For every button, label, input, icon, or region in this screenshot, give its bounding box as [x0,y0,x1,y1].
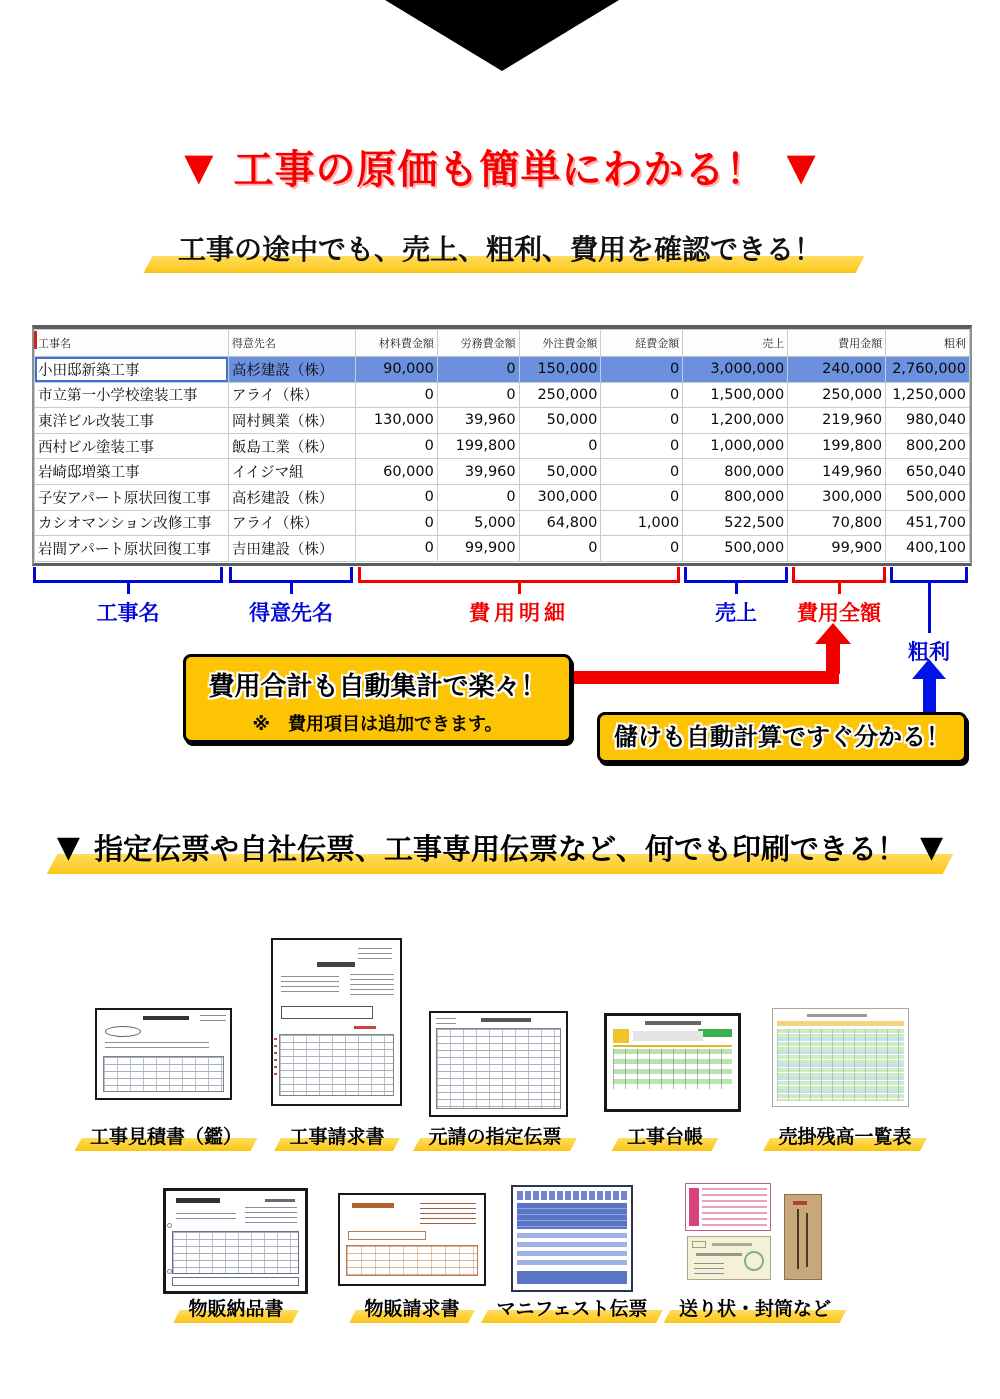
doc-decoration [797,1209,799,1269]
table-cell: 149,960 [788,459,886,485]
table-cell: 130,000 [356,408,438,434]
doc-label-text: 工事請求書 [289,1126,385,1148]
table-row [35,536,970,562]
doc-decoration [793,1201,807,1205]
doc-decoration [517,1233,627,1268]
doc-decoration [200,1015,226,1025]
table-cell: 西村ビル塗装工事 [35,433,229,459]
table-cell: 70,800 [788,510,886,536]
table-row [35,510,970,536]
callout-text: 費用合計も自動集計で楽々！ [208,672,547,702]
bracket-stem [838,580,841,594]
doc-decoration [354,1026,376,1029]
table-cell: 0 [519,433,601,459]
table-cell: 0 [356,433,438,459]
doc-decoration [698,1029,732,1037]
cost-table [34,329,970,562]
doc-label-ledger [627,1122,703,1149]
doc-decoration [105,1026,141,1037]
callout-text: 儲けも自動計算ですぐ分かる！ [614,723,950,751]
doc-thumbnail-receivables[interactable] [772,1008,909,1107]
doc-decoration [694,1263,724,1275]
subtitle-text: 工事の途中でも、売上、粗利、費用を確認できる！ [177,233,822,266]
table-cell: 39,960 [437,459,519,485]
doc-label-text: 工事台帳 [626,1126,704,1148]
doc-decoration [807,1014,867,1017]
table-row [35,357,970,383]
table-cell: 小田邸新築工事 [35,357,229,383]
table-cell: 99,900 [788,536,886,562]
doc-decoration [317,962,355,967]
doc-label-invoice [289,1122,384,1149]
doc-decoration [420,1203,476,1225]
table-cell: 522,500 [683,510,788,536]
table-cell: 市立第一小学校塗装工事 [35,382,229,408]
doc-decoration [358,948,392,962]
table-cell: 岩崎邸増築工事 [35,459,229,485]
table-row [35,408,970,434]
doc-decoration [436,1028,561,1109]
doc-thumbnail-sales-invoice[interactable] [338,1193,486,1286]
table-cell: 64,800 [519,510,601,536]
doc-decoration [172,1277,299,1286]
table-cell: 250,000 [519,382,601,408]
scroll-down-arrow-icon [385,0,619,71]
doc-decoration [777,1029,904,1101]
table-cell: 2,760,000 [886,357,970,383]
table-cell: 岡村興業（株） [228,408,355,434]
column-header: 費用金額 [788,330,886,357]
doc-decoration [143,1016,189,1020]
table-cell: 800,000 [683,484,788,510]
table-cell: 高杉建設（株） [228,357,355,383]
doc-thumbnail-ledger[interactable] [604,1013,741,1112]
table-cell: 1,200,000 [683,408,788,434]
table-cell: 1,000 [601,510,683,536]
doc-decoration [613,1045,732,1047]
doc-label-text: 売掛残高一覧表 [778,1126,912,1148]
annotation-bracket-cost-detail [358,567,680,625]
column-header: 粗利 [886,330,970,357]
annotation-bracket-customer-name [229,567,353,625]
table-cell: 60,000 [356,459,438,485]
doc-decoration [245,1207,297,1225]
table-cell: 1,250,000 [886,382,970,408]
table-cell: 0 [356,510,438,536]
bracket-label: 得意先名 [249,601,333,625]
table-cell: 吉田建設（株） [228,536,355,562]
cost-table-screenshot [32,325,972,566]
doc-decoration [167,1269,172,1274]
doc-label-sales-invoice [364,1294,459,1321]
table-cell: 0 [601,357,683,383]
table-cell: 0 [437,484,519,510]
callout-auto-profit [597,712,967,763]
table-cell: 0 [601,459,683,485]
table-cell: 300,000 [788,484,886,510]
table-cell: 0 [356,382,438,408]
table-cell: 980,040 [886,408,970,434]
doc-decoration [281,976,339,996]
doc-label-contractor-slip [428,1122,561,1149]
doc-decoration [172,1231,299,1274]
doc-label-text: 物販請求書 [364,1298,460,1320]
table-cell: 0 [519,536,601,562]
section2-heading-text: 指定伝票や自社伝票、工事専用伝票など、何でも印刷できる！ [93,832,906,866]
table-cell: 240,000 [788,357,886,383]
table-cell: 150,000 [519,357,601,383]
bracket-stem [928,580,931,633]
column-header: 労務費金額 [437,330,519,357]
table-cell: 39,960 [437,408,519,434]
table-cell: 1,000,000 [683,433,788,459]
doc-decoration [696,1253,742,1256]
annotation-bracket-project-name [33,567,223,625]
callout-auto-cost-total [183,654,572,743]
column-header: 材料費金額 [356,330,438,357]
table-cell: 0 [356,484,438,510]
doc-decoration [436,1018,456,1026]
table-cell: 99,900 [437,536,519,562]
doc-decoration [350,974,394,998]
section2-heading [0,827,1000,868]
doc-label-estimate [90,1122,242,1149]
table-cell: 岩間アパート原状回復工事 [35,536,229,562]
doc-decoration [806,1213,808,1267]
callout-note: ※ 費用項目は追加できます。 [252,714,503,735]
table-cell: 650,040 [886,459,970,485]
doc-decoration [279,1034,394,1096]
doc-decoration [645,1021,701,1025]
table-cell: 199,800 [788,433,886,459]
table-cell: 高杉建設（株） [228,484,355,510]
table-cell: 199,800 [437,433,519,459]
doc-decoration [777,1021,904,1026]
doc-decoration [633,1031,703,1041]
doc-decoration [712,1243,752,1246]
table-cell: 0 [601,484,683,510]
table-cell: 800,200 [886,433,970,459]
bracket-label: 売上 [715,601,757,625]
column-header: 外注費金額 [519,330,601,357]
table-cell: 0 [601,536,683,562]
doc-decoration [481,1018,531,1022]
annotation-bracket-cost-total [792,567,886,625]
table-cell: カシオマンション改修工事 [35,510,229,536]
doc-label-manifest [496,1294,647,1321]
table-cell: 0 [437,357,519,383]
table-row [35,459,970,485]
doc-decoration [105,1042,209,1052]
doc-label-delivery-note [188,1294,283,1321]
table-cell: 500,000 [886,484,970,510]
table-cell: 1,500,000 [683,382,788,408]
down-triangle-icon: ▼ [184,144,214,189]
red-connector-line [826,643,840,674]
doc-decoration [346,1245,478,1276]
table-cell: 400,100 [886,536,970,562]
doc-thumbnail-manifest[interactable] [511,1185,633,1292]
doc-label-text: 物販納品書 [188,1298,284,1320]
table-cell: アライ（株） [228,382,355,408]
annotation-bracket-gross-profit [890,567,968,664]
doc-decoration [517,1191,627,1200]
column-header: 工事名 [35,330,229,357]
bracket-stem [735,580,738,594]
doc-label-text: 送り状・封筒など [678,1298,832,1320]
bracket-stem [290,580,293,594]
table-cell: 0 [437,382,519,408]
red-connector-line [572,671,839,684]
table-cell: 東洋ビル改装工事 [35,408,229,434]
table-cell: 飯島工業（株） [228,433,355,459]
table-cell: 50,000 [519,408,601,434]
doc-decoration [352,1203,394,1208]
blue-connector-line [923,678,936,713]
main-heading-text: 工事の原価も簡単にわかる！ [233,147,767,193]
bracket-stem [518,580,521,594]
table-cell: 90,000 [356,357,438,383]
table-cell: 5,000 [437,510,519,536]
doc-label-receivables [778,1122,911,1149]
doc-thumbnail-invoice[interactable] [271,938,402,1106]
table-cell: イイジマ組 [228,459,355,485]
doc-decoration [613,1029,629,1043]
table-cell: 0 [601,382,683,408]
doc-decoration [744,1251,764,1271]
doc-decoration [176,1213,236,1221]
row-marker-tick [34,331,37,349]
doc-decoration [167,1223,172,1228]
table-cell: 219,960 [788,408,886,434]
doc-thumbnail-check[interactable] [687,1236,771,1280]
table-row [35,382,970,408]
table-row [35,484,970,510]
blue-up-arrow-icon [912,659,946,679]
bracket-stem [127,580,130,594]
table-cell: 451,700 [886,510,970,536]
down-triangle-icon: ▼ [920,829,944,865]
doc-thumbnail-estimate[interactable] [95,1008,232,1100]
doc-label-text: マニフェスト伝票 [496,1298,648,1320]
doc-decoration [702,1188,767,1226]
doc-decoration [517,1271,627,1284]
table-cell: 50,000 [519,459,601,485]
column-header: 得意先名 [228,330,355,357]
table-cell: 子安アパート原状回復工事 [35,484,229,510]
doc-decoration [281,1006,373,1019]
table-cell: アライ（株） [228,510,355,536]
bracket-label: 粗利 [908,640,950,664]
down-triangle-icon: ▼ [786,144,816,189]
doc-decoration [689,1188,699,1226]
table-cell: 0 [601,433,683,459]
table-cell: 800,000 [683,459,788,485]
table-cell: 0 [601,408,683,434]
table-cell: 500,000 [683,536,788,562]
table-row [35,433,970,459]
doc-label-text: 元請の指定伝票 [428,1126,562,1148]
doc-label-shipping-envelope [679,1294,831,1321]
doc-decoration [103,1056,224,1092]
doc-thumbnail-shipping-slip[interactable] [685,1183,771,1231]
doc-decoration [176,1198,220,1203]
doc-thumbnail-delivery-note[interactable] [163,1188,308,1294]
doc-decoration [265,1199,295,1202]
doc-thumbnail-contractor-slip[interactable] [429,1011,568,1117]
column-header: 経費金額 [601,330,683,357]
down-triangle-icon: ▼ [56,829,80,865]
table-cell: 3,000,000 [683,357,788,383]
bracket-label: 費用明細 [469,601,569,625]
doc-label-text: 工事見積書（鑑） [89,1126,243,1148]
table-cell: 300,000 [519,484,601,510]
red-up-arrow-icon [815,623,851,644]
doc-decoration [692,1241,706,1248]
table-cell: 0 [356,536,438,562]
bracket-label: 工事名 [96,601,160,625]
doc-decoration [517,1203,627,1229]
annotation-bracket-sales [684,567,788,625]
bracket-label: 費用全額 [797,601,881,625]
doc-thumbnail-envelope[interactable] [784,1194,822,1280]
column-header: 売上 [683,330,788,357]
main-heading [0,138,1000,195]
doc-decoration [274,1038,277,1080]
table-cell: 250,000 [788,382,886,408]
doc-decoration [348,1231,426,1240]
doc-decoration [613,1049,732,1089]
